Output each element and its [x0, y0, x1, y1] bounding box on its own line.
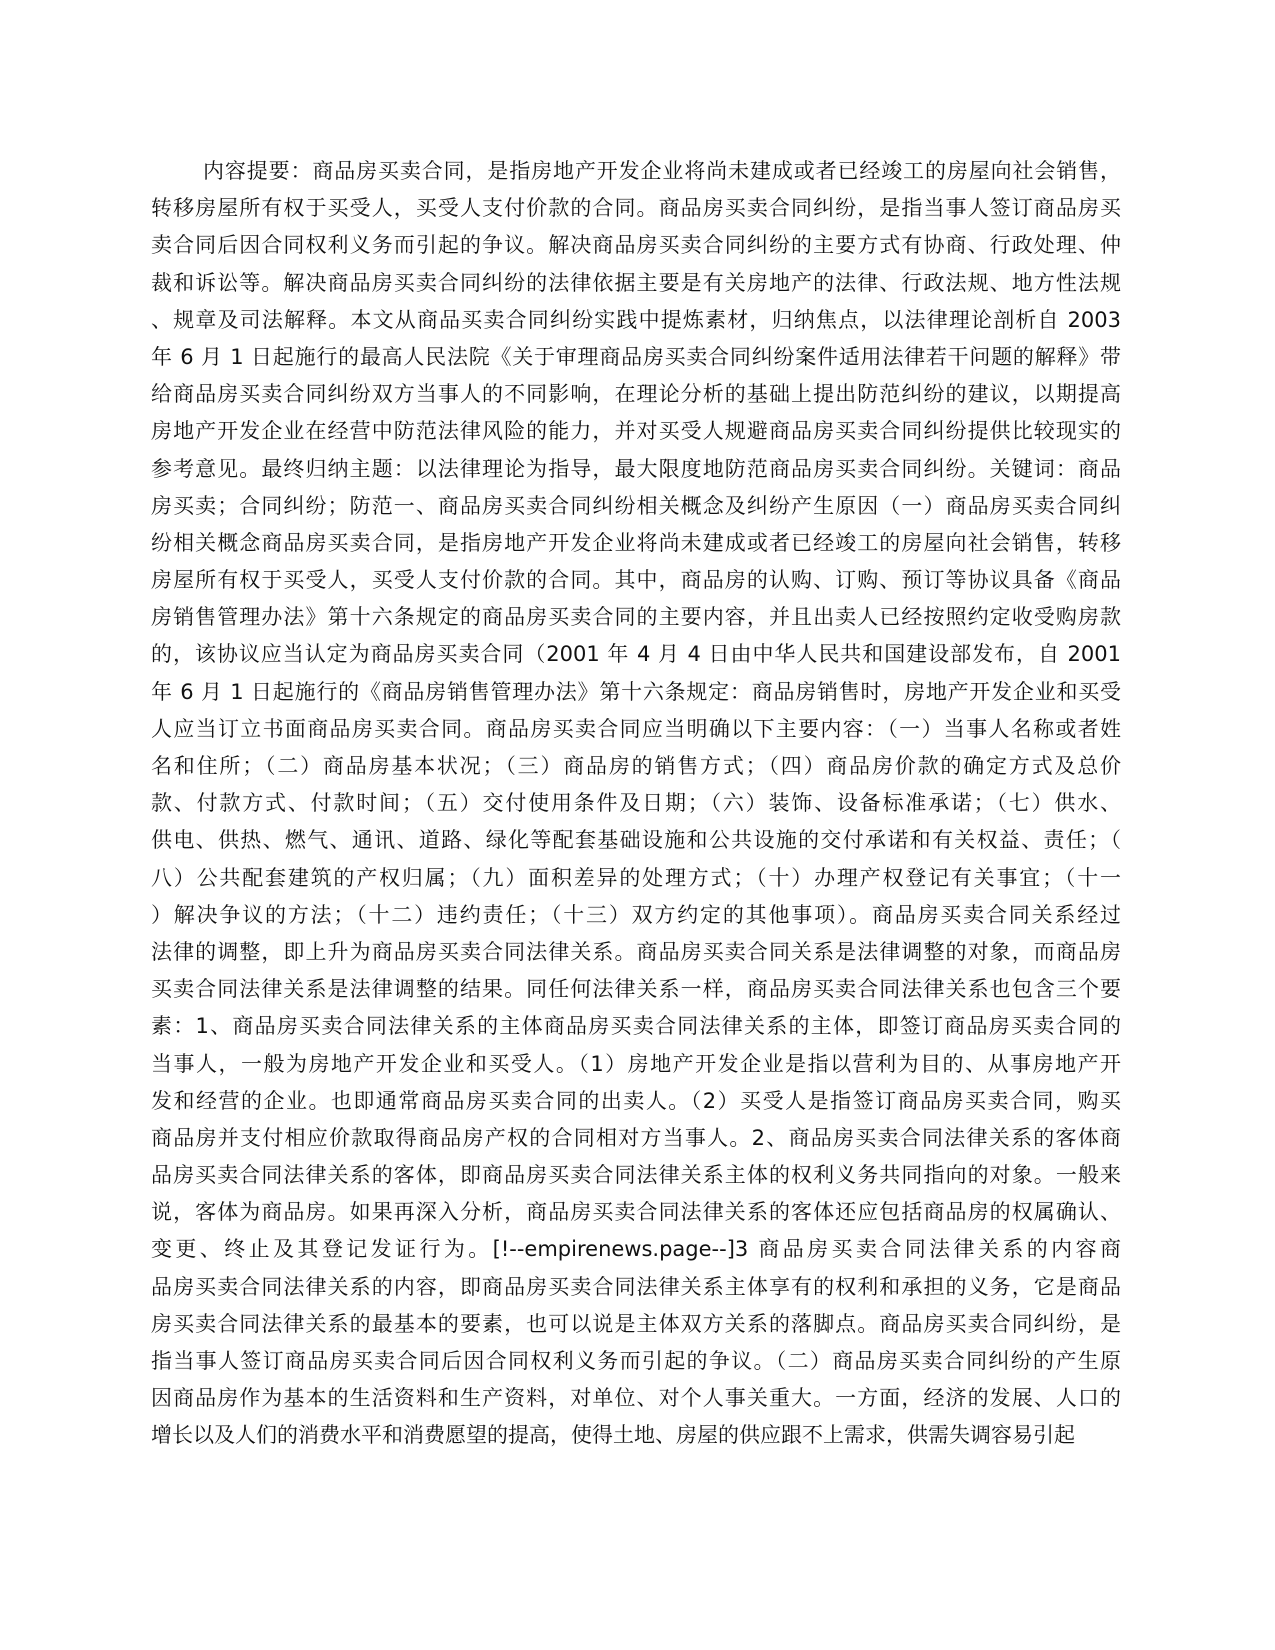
text-line: 房地产开发企业在经营中防范法律风险的能力，并对买受人规避商品房买卖合同纠纷提供比较现实的	[151, 419, 1121, 444]
text-line: 因商品房作为基本的生活资料和生产资料，对单位、对个人事关重大。一方面，经济的发展、人口的	[151, 1386, 1121, 1411]
text-line: 说，客体为商品房。如果再深入分析，商品房买卖合同法律关系的客体还应包括商品房的权属确认、	[151, 1200, 1121, 1225]
text-line: 商品房并支付相应价款取得商品房产权的合同相对方当事人。2、商品房买卖合同法律关系的客体商	[151, 1125, 1121, 1150]
text-line: 卖合同后因合同权利义务而引起的争议。解决商品房买卖合同纠纷的主要方式有协商、行政处理、仲	[151, 233, 1121, 258]
text-line: 内容提要：商品房买卖合同，是指房地产开发企业将尚未建成或者已经竣工的房屋向社会销售，	[203, 159, 1121, 183]
text-line: 买卖合同法律关系是法律调整的结果。同任何法律关系一样，商品房买卖合同法律关系也包含三个要	[151, 977, 1121, 1002]
text-line: ）解决争议的方法；（十二）违约责任；（十三）双方约定的其他事项）。商品房买卖合同关系经过	[151, 902, 1121, 927]
text-line: 素：1、商品房买卖合同法律关系的主体商品房买卖合同法律关系的主体，即签订商品房买卖合同的	[151, 1014, 1121, 1039]
text-line: 参考意见。最终归纳主题：以法律理论为指导，最大限度地防范商品房买卖合同纠纷。关键词：商品	[151, 456, 1121, 481]
text-line: 房销售管理办法》第十六条规定的商品房买卖合同的主要内容，并且出卖人已经按照约定收受购房款	[151, 605, 1121, 630]
text-line: 品房买卖合同法律关系的客体，即商品房买卖合同法律关系主体的权利义务共同指向的对象。一般来	[151, 1163, 1121, 1188]
text-line: 供电、供热、燃气、通讯、道路、绿化等配套基础设施和公共设施的交付承诺和有关权益、责任；（	[151, 828, 1121, 853]
text-line: 人应当订立书面商品房买卖合同。商品房买卖合同应当明确以下主要内容：（一）当事人名称或者姓	[151, 716, 1121, 741]
body-paragraph	[151, 153, 1121, 1453]
text-line: 房屋所有权于买受人，买受人支付价款的合同。其中，商品房的认购、订购、预订等协议具备《商品	[151, 568, 1121, 593]
text-line: 发和经营的企业。也即通常商品房买卖合同的出卖人。（2）买受人是指签订商品房买卖合同，购买	[151, 1088, 1121, 1113]
text-line: 增长以及人们的消费水平和消费愿望的提高，使得土地、房屋的供应跟不上需求，供需失调容易引起	[151, 1423, 1075, 1448]
text-line: 房买卖；合同纠纷；防范一、商品房买卖合同纠纷相关概念及纠纷产生原因（一）商品房买卖合同纠	[151, 493, 1121, 518]
text-line: 房买卖合同法律关系的最基本的要素，也可以说是主体双方关系的落脚点。商品房买卖合同纠纷，是	[151, 1311, 1121, 1336]
text-line: 指当事人签订商品房买卖合同后因合同权利义务而引起的争议。（二）商品房买卖合同纠纷的产生原	[151, 1349, 1121, 1373]
text-line: 、规章及司法解释。本文从商品买卖合同纠纷实践中提炼素材，归纳焦点，以法律理论剖析自 2003	[151, 307, 1121, 332]
text-line: 款、付款方式、付款时间；（五）交付使用条件及日期；（六）装饰、设备标准承诺；（七）供水、	[151, 791, 1121, 816]
text-line: 八）公共配套建筑的产权归属；（九）面积差异的处理方式；（十）办理产权登记有关事宜；（十一	[151, 865, 1121, 890]
text-line: 年 6 月 1 日起施行的《商品房销售管理办法》第十六条规定：商品房销售时，房地产开发企业和买受	[151, 679, 1121, 704]
text-line: 的，该协议应当认定为商品房买卖合同（2001 年 4 月 4 日由中华人民共和国建设部发布，自 2001	[151, 642, 1121, 667]
text-line: 当事人，一般为房地产开发企业和买受人。（1）房地产开发企业是指以营利为目的、从事房地产开	[151, 1051, 1121, 1076]
text-line: 变更、终止及其登记发证行为。[!--empirenews.page--]3 商品房买卖合同法律关系的内容商	[151, 1237, 1121, 1262]
text-line: 法律的调整，即上升为商品房买卖合同法律关系。商品房买卖合同关系是法律调整的对象，而商品房	[151, 939, 1121, 964]
text-line: 转移房屋所有权于买受人，买受人支付价款的合同。商品房买卖合同纠纷，是指当事人签订商品房买	[151, 196, 1121, 221]
text-line: 年 6 月 1 日起施行的最高人民法院《关于审理商品房买卖合同纠纷案件适用法律若干问题的解释》带	[151, 344, 1121, 369]
text-line: 裁和诉讼等。解决商品房买卖合同纠纷的法律依据主要是有关房地产的法律、行政法规、地方性法规	[151, 270, 1121, 295]
text-line: 给商品房买卖合同纠纷双方当事人的不同影响，在理论分析的基础上提出防范纠纷的建议，以期提高	[151, 382, 1121, 407]
text-line: 纷相关概念商品房买卖合同，是指房地产开发企业将尚未建成或者已经竣工的房屋向社会销售，转移	[151, 530, 1121, 555]
text-line: 品房买卖合同法律关系的内容，即商品房买卖合同法律关系主体享有的权利和承担的义务，它是商品	[151, 1274, 1121, 1299]
text-line: 名和住所；（二）商品房基本状况；（三）商品房的销售方式；（四）商品房价款的确定方式及总价	[151, 754, 1121, 778]
